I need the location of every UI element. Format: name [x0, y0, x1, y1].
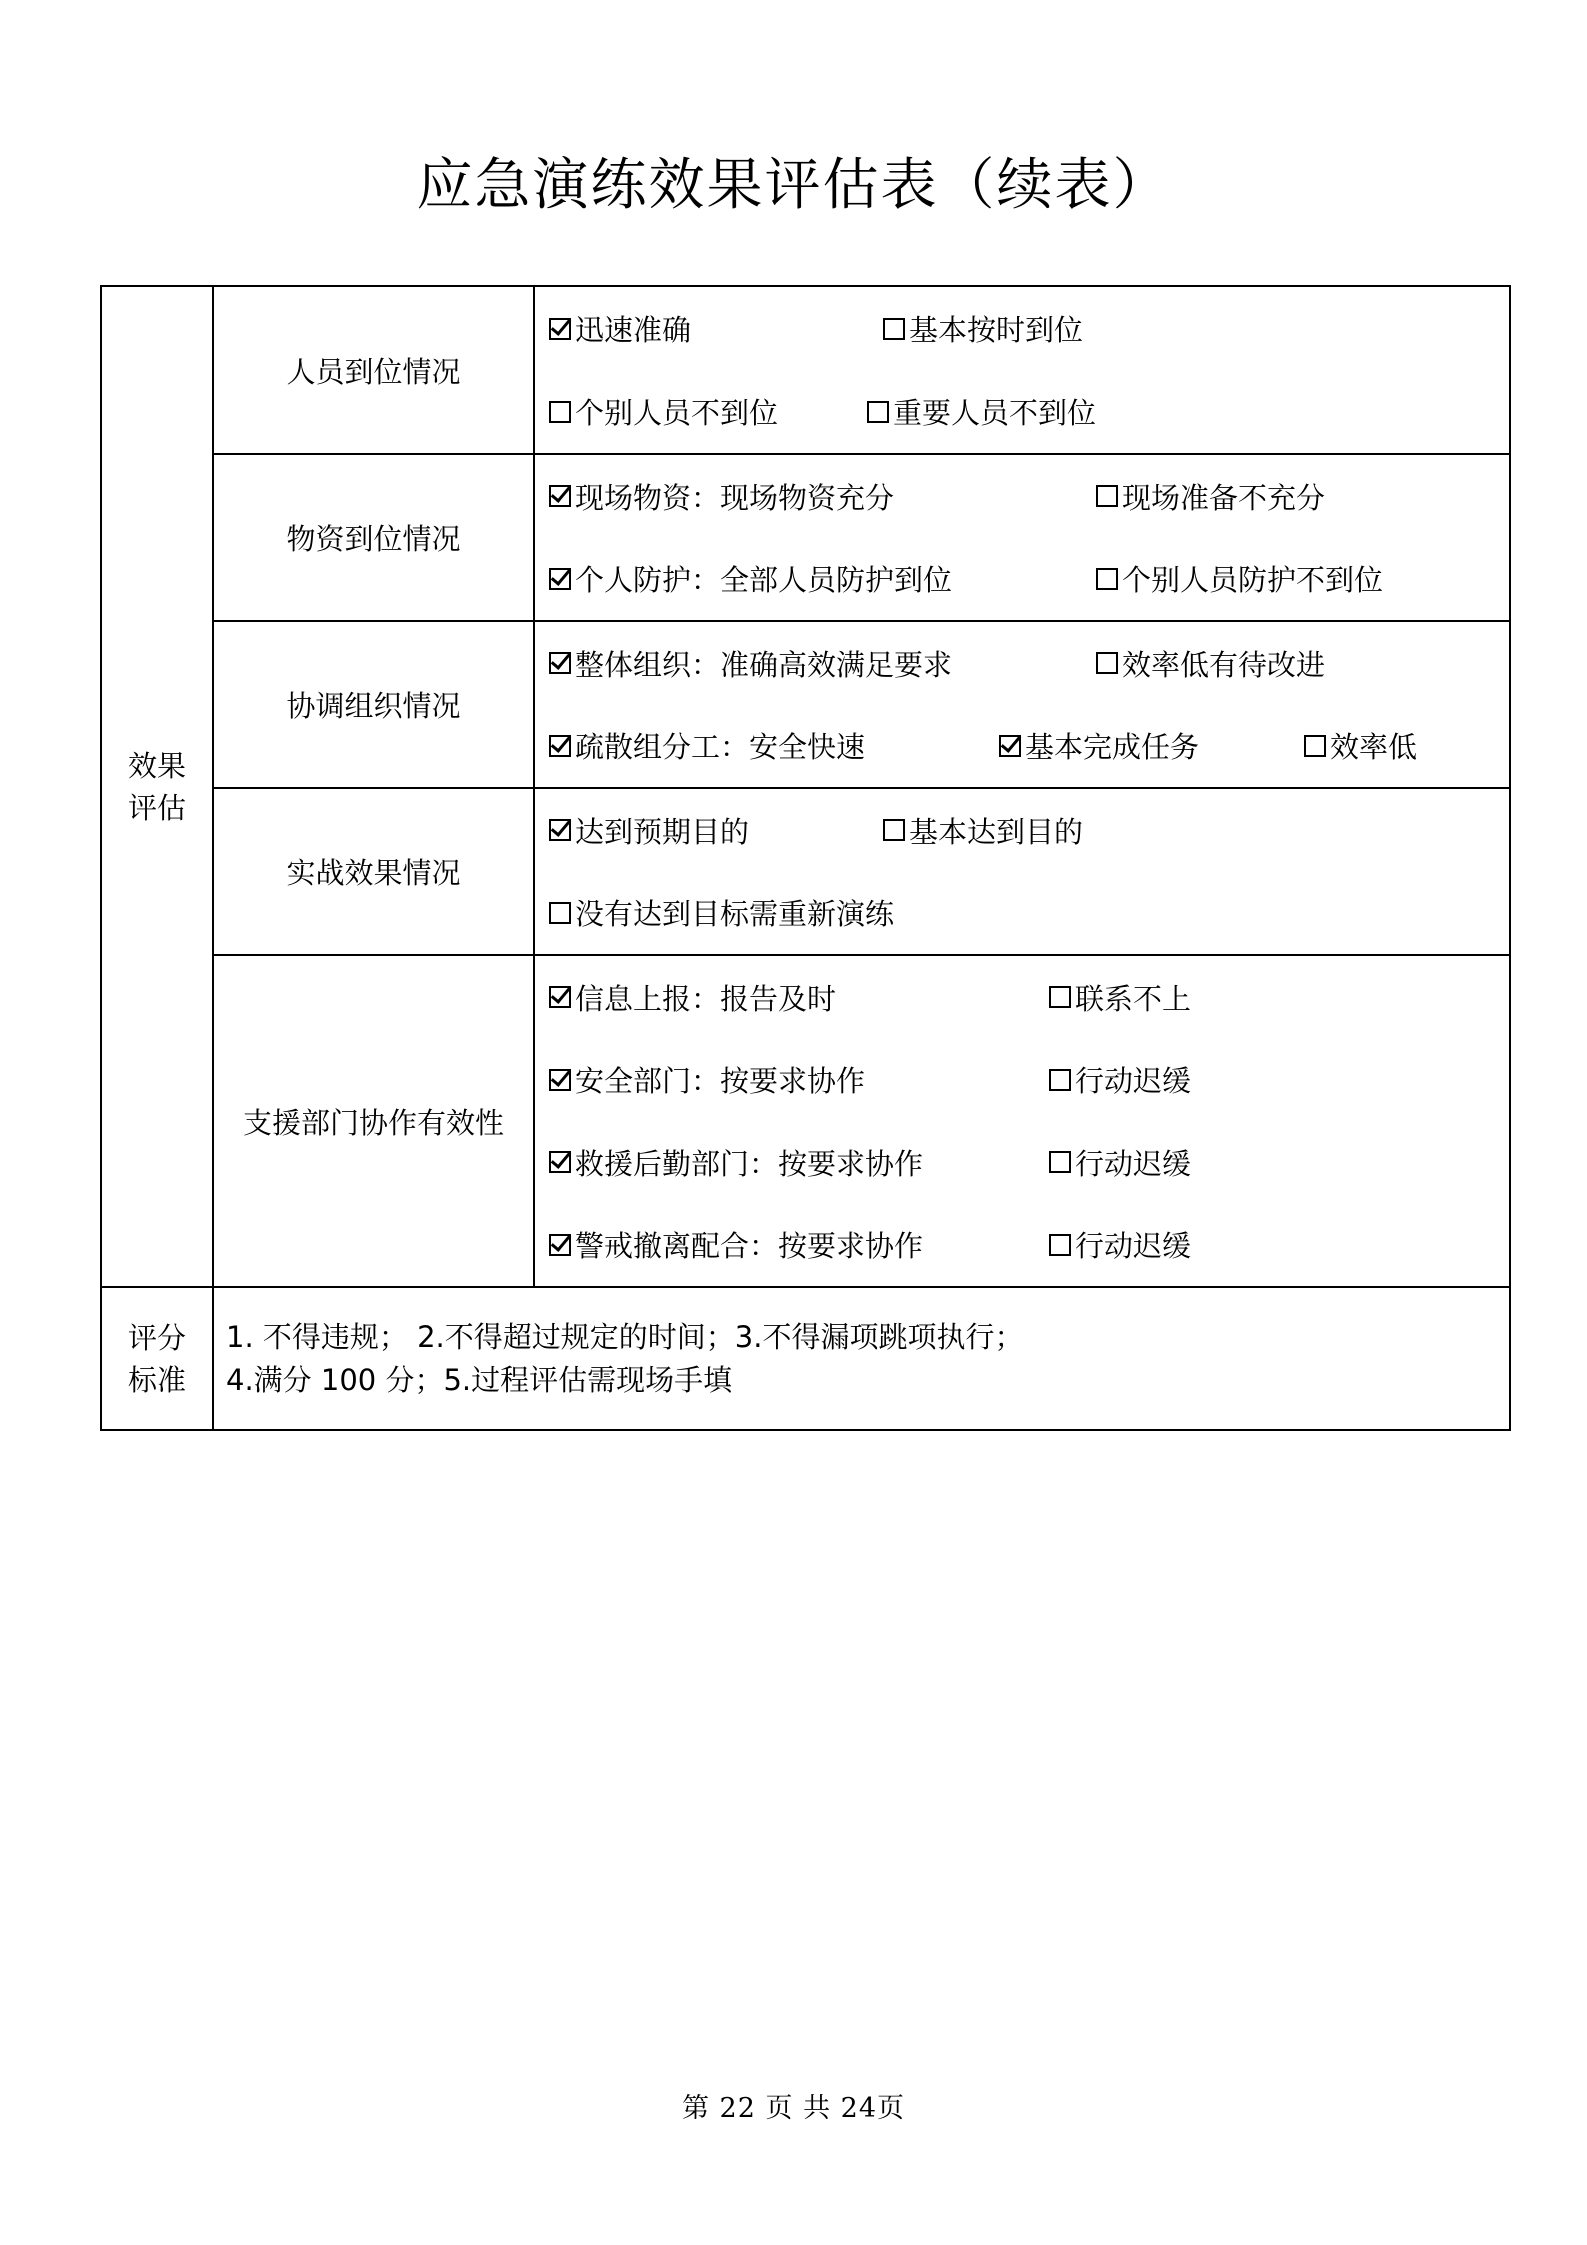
options-cell [534, 621, 1510, 788]
page-title: 应急演练效果评估表（续表） [416, 153, 1171, 218]
section-label [101, 286, 213, 1287]
option-label: 基本达到目的 [909, 814, 1084, 849]
option-label: 行动迟缓 [1075, 1064, 1192, 1099]
checkbox-unchecked-icon[interactable] [549, 902, 571, 924]
checkbox-option[interactable] [1096, 476, 1325, 517]
option-label: 行动迟缓 [1075, 1229, 1192, 1264]
evaluation-row [101, 454, 1510, 621]
option-label: 基本完成任务 [1025, 730, 1200, 765]
option-line [549, 287, 1509, 370]
checkbox-unchecked-icon[interactable] [1096, 485, 1118, 507]
checkbox-option[interactable] [549, 643, 952, 684]
checkbox-checked-icon[interactable] [549, 986, 571, 1008]
section-label-line: 评估 [127, 790, 186, 825]
option-line [549, 622, 1509, 705]
checkbox-option[interactable] [883, 308, 1083, 349]
criteria-label-line: 标准 [127, 1362, 186, 1397]
checkbox-option[interactable] [1304, 725, 1417, 766]
checkbox-checked-icon[interactable] [549, 1069, 571, 1091]
options-cell [534, 286, 1510, 454]
checkbox-option[interactable] [883, 810, 1083, 851]
evaluation-table [100, 285, 1511, 1431]
checkbox-option[interactable] [549, 1224, 923, 1265]
option-line [549, 872, 1509, 955]
checkbox-option[interactable] [867, 391, 1096, 432]
checkbox-unchecked-icon[interactable] [1304, 735, 1326, 757]
checkbox-unchecked-icon[interactable] [883, 819, 905, 841]
option-label: 安全部门：按要求协作 [575, 1064, 866, 1099]
checkbox-option[interactable] [1049, 1142, 1191, 1183]
checkbox-checked-icon[interactable] [549, 318, 571, 340]
criteria-line: 1. 不得违规； 2.不得超过规定的时间；3.不得漏项跳项执行； [226, 1319, 1024, 1354]
section-label-line: 效果 [127, 748, 186, 783]
checkbox-option[interactable] [549, 1059, 865, 1100]
item-label: 协调组织情况 [213, 621, 534, 788]
options-cell [534, 454, 1510, 621]
checkbox-option[interactable] [549, 308, 691, 349]
checkbox-option[interactable] [1049, 1224, 1191, 1265]
option-line [549, 705, 1509, 788]
checkbox-option[interactable] [1096, 558, 1383, 599]
page-number: 第 22 页 共 24页 [681, 2093, 906, 2124]
checkbox-checked-icon[interactable] [549, 568, 571, 590]
checkbox-unchecked-icon[interactable] [1049, 1151, 1071, 1173]
option-label: 个人防护：全部人员防护到位 [575, 563, 953, 598]
checkbox-option[interactable] [549, 558, 952, 599]
checkbox-option[interactable] [549, 892, 894, 933]
option-line [549, 538, 1509, 621]
checkbox-checked-icon[interactable] [549, 819, 571, 841]
checkbox-option[interactable] [1049, 977, 1191, 1018]
option-label: 个别人员防护不到位 [1122, 563, 1384, 598]
options-cell [534, 788, 1510, 955]
checkbox-checked-icon[interactable] [549, 1151, 571, 1173]
option-label: 整体组织：准确高效满足要求 [575, 647, 953, 682]
checkbox-unchecked-icon[interactable] [883, 318, 905, 340]
checkbox-unchecked-icon[interactable] [1049, 1069, 1071, 1091]
evaluation-row [101, 621, 1510, 788]
checkbox-option[interactable] [1049, 1059, 1191, 1100]
checkbox-unchecked-icon[interactable] [1096, 568, 1118, 590]
checkbox-option[interactable] [549, 977, 836, 1018]
option-line [549, 1039, 1509, 1122]
option-label: 没有达到目标需重新演练 [575, 897, 895, 932]
criteria-line: 4.满分 100 分；5.过程评估需现场手填 [226, 1362, 733, 1397]
option-label: 达到预期目的 [575, 814, 750, 849]
option-label: 疏散组分工：安全快速 [575, 730, 866, 765]
checkbox-unchecked-icon[interactable] [549, 401, 571, 423]
checkbox-option[interactable] [549, 725, 865, 766]
checkbox-option[interactable] [549, 391, 778, 432]
option-label: 救援后勤部门：按要求协作 [575, 1146, 924, 1181]
criteria-label-line: 评分 [127, 1320, 186, 1355]
option-label: 效率低有待改进 [1122, 647, 1326, 682]
checkbox-unchecked-icon[interactable] [867, 401, 889, 423]
checkbox-checked-icon[interactable] [999, 735, 1021, 757]
criteria-row [101, 1287, 1510, 1430]
checkbox-unchecked-icon[interactable] [1049, 986, 1071, 1008]
checkbox-checked-icon[interactable] [549, 1234, 571, 1256]
checkbox-option[interactable] [549, 810, 749, 851]
option-label: 个别人员不到位 [575, 396, 779, 430]
checkbox-checked-icon[interactable] [549, 652, 571, 674]
checkbox-option[interactable] [1096, 643, 1325, 684]
option-label: 效率低 [1330, 730, 1418, 765]
item-label: 物资到位情况 [213, 454, 534, 621]
option-label: 基本按时到位 [909, 313, 1084, 347]
item-label: 人员到位情况 [213, 286, 534, 454]
checkbox-checked-icon[interactable] [549, 735, 571, 757]
item-label: 实战效果情况 [213, 788, 534, 955]
options-cell [534, 955, 1510, 1287]
option-line [549, 956, 1509, 1039]
evaluation-row [101, 788, 1510, 955]
checkbox-option[interactable] [549, 1142, 923, 1183]
checkbox-option[interactable] [549, 476, 894, 517]
checkbox-unchecked-icon[interactable] [1096, 652, 1118, 674]
evaluation-row [101, 955, 1510, 1287]
option-label: 迅速准确 [575, 313, 692, 347]
option-label: 信息上报：报告及时 [575, 981, 837, 1016]
option-label: 行动迟缓 [1075, 1146, 1192, 1181]
option-label: 重要人员不到位 [893, 396, 1097, 430]
option-line [549, 789, 1509, 872]
checkbox-checked-icon[interactable] [549, 485, 571, 507]
option-label: 现场准备不充分 [1122, 480, 1326, 515]
option-line [549, 1121, 1509, 1204]
option-label: 现场物资：现场物资充分 [575, 480, 895, 515]
checkbox-option[interactable] [999, 725, 1199, 766]
evaluation-row [101, 286, 1510, 454]
option-label: 联系不上 [1075, 981, 1192, 1016]
option-line [549, 1204, 1509, 1287]
criteria-text [213, 1287, 1510, 1430]
criteria-label [101, 1287, 213, 1430]
option-line [549, 455, 1509, 538]
checkbox-unchecked-icon[interactable] [1049, 1234, 1071, 1256]
option-line [549, 370, 1509, 453]
item-label: 支援部门协作有效性 [213, 955, 534, 1287]
option-label: 警戒撤离配合：按要求协作 [575, 1229, 924, 1264]
